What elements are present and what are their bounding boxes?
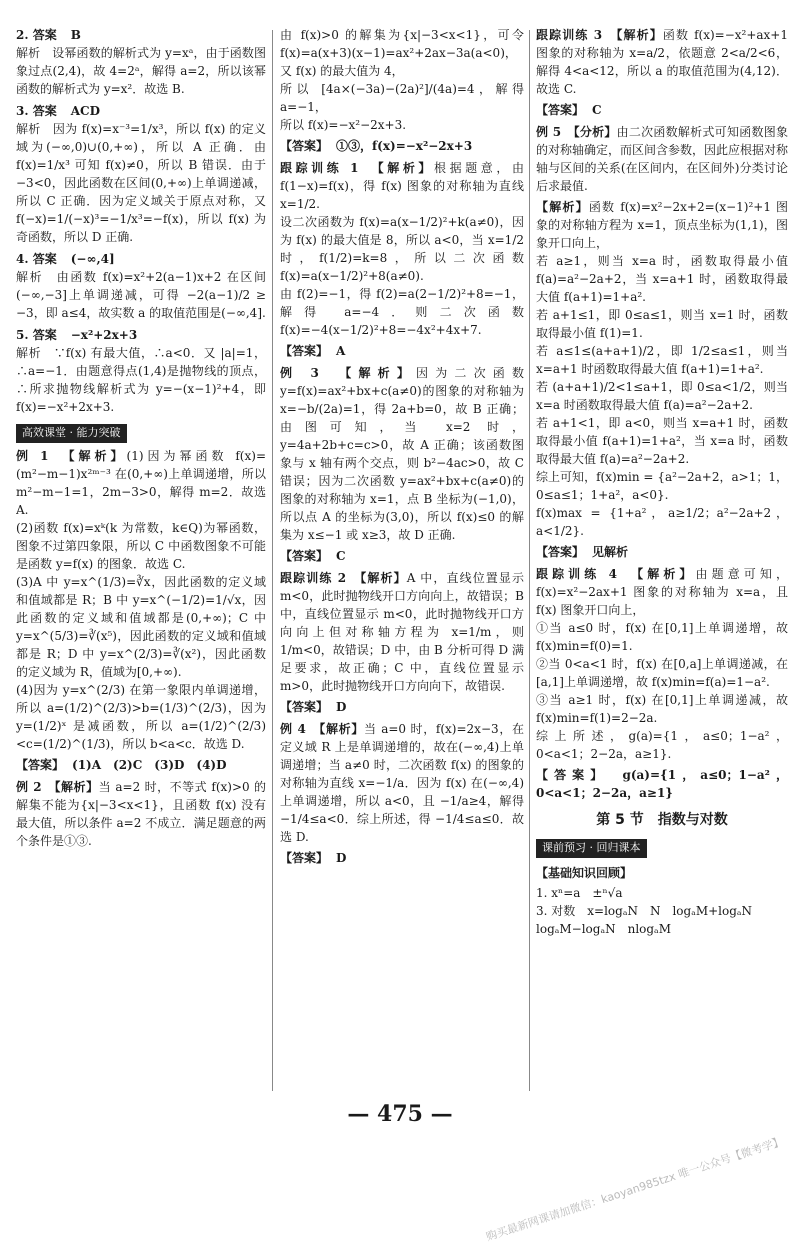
solution-line: ②当 0<a<1 时，f(x) 在[0,a]上单调递减，在[a,1]上单调递增，故 f(x)min=f(a)=1−a². bbox=[536, 657, 788, 689]
answer-item bbox=[536, 101, 788, 119]
text-line: 3. 对数 x=logₐN N logₐM+logₐN bbox=[536, 903, 753, 918]
subsection-title: 【基础知识回顾】 bbox=[536, 865, 633, 880]
item-number: 2. bbox=[16, 28, 33, 42]
text-line: logₐM−logₐN nlogₐM bbox=[536, 921, 671, 936]
answer-label: 【答案】 bbox=[280, 851, 323, 865]
explanation-line: 解析 ∵f(x) 有最大值，∴a<0．又 |a|=1，∴a=−1．由题意得点(1,4)是抛物线的顶点，∴所求抛物线解析式为 y=−(x−1)²+4，即 f(x)=−x²+2x+3. bbox=[16, 346, 266, 414]
column-divider bbox=[272, 30, 273, 1091]
example-solution bbox=[280, 569, 524, 695]
example-solution bbox=[16, 778, 266, 850]
answer-item bbox=[280, 698, 524, 716]
section-bar-wrap bbox=[536, 835, 788, 862]
example-heading: 跟踪训练 3 【解析】 bbox=[536, 28, 663, 42]
example-solution bbox=[280, 159, 524, 339]
item-number: 3. bbox=[16, 104, 33, 118]
answer-label: 答案 bbox=[32, 328, 57, 342]
example-solution bbox=[280, 720, 524, 846]
explanation-line: 解析 因为 f(x)=x⁻³=1/x³，所以 f(x) 的定义域为(−∞,0)∪(0,+∞)，所以 A 正确．由 f(x)=1/x³ 可知 f(x)≠0，所以 B 错误．由于 −3<0，因此函数在区间(0,+∞)上单调递减，所以 C 正确．因为定义域关于原点对称，又 f(−x)=1/(−x)³=−1/x³=−f(x)，所以 f(x) 为奇函数，所以 D 正确. bbox=[16, 122, 266, 244]
example-solution bbox=[536, 565, 788, 763]
column-right bbox=[536, 26, 788, 1101]
example-solution bbox=[536, 26, 788, 98]
solution-line: 根据题意，由 f(1−x)=f(x)，得 f(x) 图象的对称轴为直线 x=1/2. bbox=[280, 161, 524, 211]
answer-label: 【答案】 bbox=[536, 545, 579, 559]
text-line: 所以 f(x)=−x²−2x+3. bbox=[280, 118, 407, 132]
answer-value: g(a)={1，a≤0；1−a²，0<a<1；2−2a，a≥1} bbox=[536, 768, 788, 800]
solution-line: 由 f(2)=−1，得 f(2)=a(2−1/2)²+8=−1，解得 a=−4．则二次函数 f(x)=−4(x−1/2)²+8=−4x²+4x+7. bbox=[280, 287, 524, 337]
solution-line: (1)因为幂函数 f(x)=(m²−m−1)x²ᵐ⁻³ 在(0,+∞)上单调递增，所以 m²−m−1=1，2m−3>0，解得 m=2．故选 A. bbox=[16, 448, 266, 517]
example-heading: 例 5 【分析】 bbox=[536, 125, 617, 139]
answer-label: 【答案】 bbox=[280, 139, 323, 153]
example-solution bbox=[536, 198, 788, 540]
answer-item bbox=[16, 756, 266, 774]
column-middle bbox=[280, 26, 524, 1101]
solution-line: 若 a+1<1，即 a<0，则当 x=a+1 时，函数取得最小值 f(a+1)=1+a²，当 x=a 时，函数取得最大值 f(a)=a²−2a+2. bbox=[536, 416, 788, 466]
answer-label: 【答案】 bbox=[536, 768, 603, 782]
answer-value: A bbox=[324, 344, 346, 358]
answer-value: C bbox=[580, 103, 602, 117]
answer-label: 【答案】 bbox=[280, 700, 323, 714]
example-heading: 例 2 【解析】 bbox=[16, 779, 99, 794]
chapter-title: 第 5 节 指数与对数 bbox=[596, 812, 728, 828]
text-line: 1. xⁿ=a ±ⁿ√a bbox=[536, 885, 623, 900]
solution-line: 若 a+1≤1，即 0≤a≤1，则当 x=1 时，函数取得最小值 f(1)=1. bbox=[536, 308, 788, 340]
solution-line: A 中，直线位置显示 m<0，此时抛物线开口方向向上，故错误；B 中，直线位置显示 m<0，此时抛物线开口方向向上但对称轴方程为 x=1/m，则 1/m<0，故错误；D 中，由 B 分析可得 D 满足要求，故正确；C 中，直线位置显示 m>0，此时抛物线开口方向向下，故错误. bbox=[280, 571, 524, 693]
section-bar: 高效课堂 · 能力突破 bbox=[16, 424, 127, 443]
example-heading: 跟踪训练 4 【解析】 bbox=[536, 567, 696, 581]
solution-line: 当 a=2 时，不等式 f(x)>0 的解集不能为{x|−3<x<1}，且函数 f(x) 没有最大值，所以条件 a=2 不成立．满足题意的两个条件是①③. bbox=[16, 779, 266, 848]
solution-line: 函数 f(x)=−x²+ax+1 图象的对称轴为 x=a/2，依题意 2<a/2<6，解得 4<a<12，所以 a 的取值范围为(4,12)．故选 C. bbox=[536, 28, 788, 96]
answer-value: (1)A (2)C (3)D (4)D bbox=[60, 757, 227, 772]
example-heading: 例 1 【解析】 bbox=[16, 448, 127, 463]
solution-line: 设二次函数为 f(x)=a(x−1/2)²+k(a≠0)，因为 f(x) 的最大值是 8，所以 a<0，当 x=1/2 时，f(1/2)=k=8，所以二次函数 f(x)=a(x−1/2)²+8(a≠0). bbox=[280, 215, 524, 283]
answer-item bbox=[280, 137, 524, 155]
text-block bbox=[536, 884, 788, 938]
solution-line: ①当 a≤0 时，f(x) 在[0,1]上单调递增，故 f(x)min=f(0)=1. bbox=[536, 621, 788, 653]
column-left bbox=[16, 26, 266, 1101]
column-divider bbox=[529, 30, 530, 1091]
section-bar-wrap bbox=[16, 420, 266, 447]
answer-value: C bbox=[324, 549, 346, 563]
solution-line: 当 a=0 时，f(x)=2x−3，在定义域 R 上是单调递增的，故在(−∞,4)上单调递增；当 a≠0 时，二次函数 f(x) 的图象的对称轴为直线 x=−1/a．因为 f(x) 在(−∞,4)上单调递增，所以 a<0，且 −1/a≥4，解得 −1/4≤a<0．综上所述，得 −1/4≤a≤0．故选 D. bbox=[280, 722, 524, 844]
answer-item bbox=[536, 766, 788, 802]
answer-item bbox=[16, 102, 266, 246]
solution-line: 综上所述，g(a)={1，a≤0；1−a²，0<a<1；2−2a，a≥1}. bbox=[536, 729, 788, 761]
answer-value: ①③，f(x)=−x²−2x+3 bbox=[324, 139, 473, 153]
answer-label: 答案 bbox=[32, 252, 57, 266]
example-solution bbox=[280, 364, 524, 544]
answer-item bbox=[280, 342, 524, 360]
solution-line: ③当 a≥1 时，f(x) 在[0,1]上单调递减，故 f(x)min=f(1)=2−2a. bbox=[536, 693, 788, 725]
answer-value: D bbox=[324, 700, 347, 714]
answer-item bbox=[16, 250, 266, 322]
solution-line: 由题意可知，f(x)=x²−2ax+1 图象的对称轴为 x=a，且 f(x) 图象开口向上， bbox=[536, 567, 788, 617]
text-line: 由 f(x)>0 的解集为{x|−3<x<1}，可令 f(x)=a(x+3)(x−1)=ax²+2ax−3a(a<0)， bbox=[280, 28, 524, 60]
text-line: 又 f(x) 的最大值为 4， bbox=[280, 64, 404, 78]
section-bar: 课前预习 · 回归课本 bbox=[536, 839, 647, 858]
answer-label: 答案 bbox=[32, 104, 57, 118]
answer-label: 【答案】 bbox=[280, 344, 323, 358]
answer-value: (−∞,4] bbox=[58, 252, 115, 266]
example-heading: 例 3 【解析】 bbox=[280, 366, 417, 380]
answer-value: ACD bbox=[58, 104, 101, 118]
explanation-line: 解析 设幂函数的解析式为 y=xᵃ，由于函数图象过点(2,4)，故 4=2ᵃ，解得 a=2，所以该幂函数的解析式为 y=x²．故选 B. bbox=[16, 46, 266, 96]
answer-item bbox=[16, 26, 266, 98]
solution-line: 若 (a+a+1)/2<1≤a+1，即 0≤a<1/2，则当 x=a 时函数取得最大值 f(a)=a²−2a+2. bbox=[536, 380, 788, 412]
solution-line: (4)因为 y=x^(2/3) 在第一象限内单调递增，所以 a=(1/2)^(2/3)>b=(1/3)^(2/3)，因为 y=(1/2)ˣ 是减函数，所以 a=(1/2)^(2/3)<c=(1/2)^(1/3)，所以 b<a<c．故选 D. bbox=[16, 682, 266, 751]
answer-label: 【答案】 bbox=[16, 757, 59, 772]
answer-value: D bbox=[324, 851, 347, 865]
example-solution bbox=[536, 123, 788, 195]
solution-line: 若 a≤1≤(a+a+1)/2，即 1/2≤a≤1，则当 x=a+1 时函数取得最大值 f(a+1)=1+a². bbox=[536, 344, 788, 376]
text-block bbox=[280, 26, 524, 134]
item-number: 4. bbox=[16, 252, 33, 266]
page-number: — 475 — bbox=[347, 1101, 453, 1127]
solution-line: 若 a≥1，则当 x=a 时，函数取得最小值 f(a)=a²−2a+2，当 x=a+1 时，函数取得最大值 f(a+1)=1+a². bbox=[536, 254, 788, 304]
answer-label: 【答案】 bbox=[280, 549, 323, 563]
example-heading: 例 4 【解析】 bbox=[280, 722, 365, 736]
solution-line: 综上可知，f(x)min = {a²−2a+2，a>1；1，0≤a≤1；1+a²，a<0}. bbox=[536, 470, 788, 502]
answer-item bbox=[280, 547, 524, 565]
answer-value: 见解析 bbox=[580, 545, 629, 559]
solution-line: f(x)max = {1+a²，a≥1/2；a²−2a+2，a<1/2}. bbox=[536, 506, 788, 538]
solution-line: 因为二次函数 y=f(x)=ax²+bx+c(a≠0)的图象的对称轴为 x=−b/(2a)=1，得 2a+b=0，故 B 正确；由图可知，当 x=2 时，y=4a+2b+c=c>0，故 A 正确；该函数图象与 x 轴有两个交点，则 b²−4ac>0，故 C 错误；因为二次函数 y=ax²+bx+c(a≠0)的图象的对称轴为 x=1，点 B 坐标为(−1,0)，所以点 A 的坐标为(3,0)，所以 f(x)≤0 的解集为 x≤−1 或 x≥3，故 D 正确. bbox=[280, 366, 524, 542]
answer-label: 答案 bbox=[32, 28, 57, 42]
solution-line: (3)A 中 y=x^(1/3)=∛x，因此函数的定义域和值域都是 R；B 中 y=x^(−1/2)=1/√x，因此函数的定义域和值域都是(0,+∞)；C 中 y=x^(5/3)=∛(x⁵)，因此函数的定义域和值域都是 R；D 中 y=x^(2/3)=∛(x²)，因此函数的定义域为 R，值域为[0,+∞). bbox=[16, 574, 266, 679]
answer-item bbox=[16, 326, 266, 416]
item-number: 5. bbox=[16, 328, 33, 342]
answer-item bbox=[280, 849, 524, 867]
example-solution bbox=[16, 447, 266, 753]
watermark: 购买最新网课请加微信：kaoyan985tzx 唯一公众号【微考学】 bbox=[484, 1134, 786, 1244]
answer-value: B bbox=[58, 28, 81, 42]
solution-line: 函数 f(x)=x²−2x+2=(x−1)²+1 图象的对称轴方程为 x=1，顶点坐标为(1,1)，图象开口向上， bbox=[536, 200, 788, 250]
example-heading: 【解析】 bbox=[536, 200, 589, 214]
example-heading: 跟踪训练 2 【解析】 bbox=[280, 571, 407, 585]
answer-item bbox=[536, 543, 788, 561]
example-heading: 跟踪训练 1 【解析】 bbox=[280, 161, 435, 175]
answer-label: 【答案】 bbox=[536, 103, 579, 117]
solution-line: 由二次函数解析式可知函数图象的对称轴确定，而区间含参数，因此应根据对称轴与区间的关系(在区间内，在区间外)分类讨论后求最值. bbox=[536, 125, 788, 193]
answer-value: −x²+2x+3 bbox=[58, 328, 138, 342]
solution-line: (2)函数 f(x)=xᵏ(k 为常数，k∈Q)为幂函数，图象不过第四象限，所以 C 中函数图象不可能是函数 y=f(x) 的图象．故选 C. bbox=[16, 520, 266, 571]
text-line: 所以 [4a×(−3a)−(2a)²]/(4a)=4，解得 a=−1， bbox=[280, 82, 524, 114]
explanation-line: 解析 由函数 f(x)=x²+2(a−1)x+2 在区间(−∞,−3]上单调递减，可得 −2(a−1)/2 ≥ −3，即 a≤4，故实数 a 的取值范围是(−∞,4]. bbox=[16, 270, 266, 320]
